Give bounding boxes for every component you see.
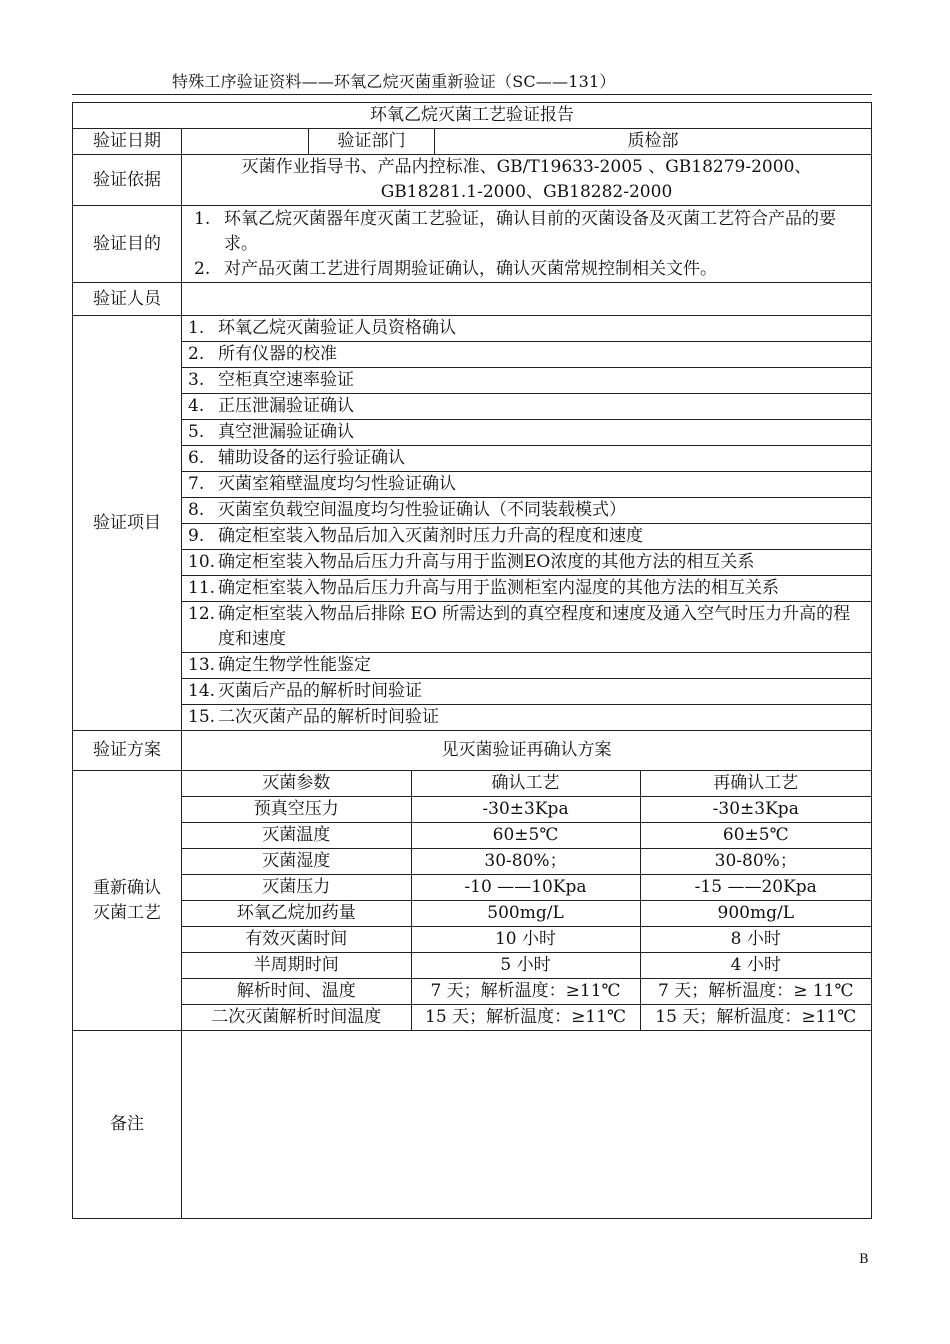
param-reconfirm: 900mg/L <box>640 901 871 927</box>
param-reconfirm: 8 小时 <box>640 927 871 953</box>
table-row <box>182 901 871 927</box>
param-name: 二次灭菌解析时间温度 <box>182 1005 411 1031</box>
items-list-cell <box>182 316 872 731</box>
param-name: 灭菌温度 <box>182 823 411 849</box>
param-confirm: -10 ——10Kpa <box>411 875 640 901</box>
param-name: 预真空压力 <box>182 797 411 823</box>
process-label-line-2: 灭菌工艺 <box>93 902 161 923</box>
plan-value: 见灭菌验证再确认方案 <box>182 731 872 771</box>
purpose-item: 2. 对产品灭菌工艺进行周期验证确认，确认灭菌常规控制相关文件。 <box>194 258 717 279</box>
page-header: 特殊工序验证资料——环氧乙烷灭菌重新验证（SC——131） <box>172 72 616 91</box>
process-label-line-1: 重新确认 <box>93 877 161 898</box>
dept-value: 质检部 <box>435 129 872 155</box>
table-row <box>182 797 871 823</box>
dept-label: 验证部门 <box>309 129 435 155</box>
list-item: 4. 正压泄漏验证确认 <box>182 394 871 420</box>
list-item: 2. 所有仪器的校准 <box>182 342 871 368</box>
date-value <box>182 129 309 155</box>
param-name: 有效灭菌时间 <box>182 927 411 953</box>
table-row <box>182 823 871 849</box>
param-reconfirm: 15 天；解析温度：≥11℃ <box>655 1007 857 1027</box>
param-name: 半周期时间 <box>182 953 411 979</box>
page-letter: B <box>859 1252 869 1267</box>
basis-label: 验证依据 <box>73 155 182 206</box>
param-reconfirm: 7 天；解析温度：≥ 11℃ <box>640 979 871 1005</box>
report-title: 环氧乙烷灭菌工艺验证报告 <box>73 103 872 129</box>
table-row <box>182 1005 871 1031</box>
params-header-cell: 灭菌参数 <box>182 771 411 797</box>
list-item: 6. 辅助设备的运行验证确认 <box>182 446 871 472</box>
purpose-value <box>182 206 872 283</box>
param-name: 环氧乙烷加药量 <box>182 901 411 927</box>
list-item: 5. 真空泄漏验证确认 <box>182 420 871 446</box>
purpose-label: 验证目的 <box>73 206 182 283</box>
params-table <box>182 771 871 1030</box>
param-confirm: -30±3Kpa <box>411 797 640 823</box>
table-row <box>182 849 871 875</box>
param-confirm: 30-80%； <box>411 849 640 875</box>
remark-value <box>182 1031 872 1219</box>
param-confirm: 5 小时 <box>411 953 640 979</box>
list-item: 10. 确定柜室装入物品后压力升高与用于监测EO浓度的其他方法的相互关系 <box>182 550 871 576</box>
param-confirm: 15 天；解析温度：≥11℃ <box>411 1005 640 1031</box>
staff-value <box>182 283 872 316</box>
list-item: 9. 确定柜室装入物品后加入灭菌剂时压力升高的程度和速度 <box>182 524 871 550</box>
table-row <box>182 979 871 1005</box>
table-row <box>182 927 871 953</box>
param-name: 灭菌湿度 <box>182 849 411 875</box>
table-row <box>182 953 871 979</box>
param-confirm: 500mg/L <box>411 901 640 927</box>
table-row <box>182 771 871 797</box>
param-confirm: 60±5℃ <box>411 823 640 849</box>
basis-value <box>182 155 872 206</box>
process-label <box>73 771 182 1031</box>
param-confirm: 10 小时 <box>411 927 640 953</box>
list-item: 12. 确定柜室装入物品后排除 EO 所需达到的真空程度和速度及通入空气时压力升高的程度和速度 <box>182 602 871 653</box>
date-label: 验证日期 <box>73 129 182 155</box>
header-rule <box>72 94 872 95</box>
purpose-item: 1. 环氧乙烷灭菌器年度灭菌工艺验证，确认目前的灭菌设备及灭菌工艺符合产品的要求。 <box>194 208 836 254</box>
list-item: 11. 确定柜室装入物品后压力升高与用于监测柜室内湿度的其他方法的相互关系 <box>182 576 871 602</box>
param-reconfirm: -15 ——20Kpa <box>640 875 871 901</box>
list-item: 3. 空柜真空速率验证 <box>182 368 871 394</box>
table-row <box>182 875 871 901</box>
param-reconfirm: 4 小时 <box>640 953 871 979</box>
remark-label: 备注 <box>73 1031 182 1219</box>
list-item: 15. 二次灭菌产品的解析时间验证 <box>188 707 439 727</box>
param-confirm: 7 天；解析温度：≥11℃ <box>411 979 640 1005</box>
params-cell <box>182 771 872 1031</box>
list-item: 7. 灭菌室箱壁温度均匀性验证确认 <box>182 472 871 498</box>
basis-line-1: 灭菌作业指导书、产品内控标准、GB/T19633-2005 、GB18279-2000、 <box>241 157 812 177</box>
param-reconfirm: 60±5℃ <box>640 823 871 849</box>
list-item: 13. 确定生物学性能鉴定 <box>182 653 871 679</box>
basis-line-2: GB18281.1-2000、GB18282-2000 <box>380 182 673 202</box>
param-reconfirm: 30-80%； <box>640 849 871 875</box>
plan-label: 验证方案 <box>73 731 182 771</box>
params-header-cell: 再确认工艺 <box>640 771 871 797</box>
params-header-cell: 确认工艺 <box>411 771 640 797</box>
list-item: 1. 环氧乙烷灭菌验证人员资格确认 <box>182 316 871 342</box>
items-list <box>182 316 871 730</box>
param-name: 灭菌压力 <box>182 875 411 901</box>
list-item: 8. 灭菌室负载空间温度均匀性验证确认（不同装载模式） <box>182 498 871 524</box>
staff-label: 验证人员 <box>73 283 182 316</box>
verification-report-table <box>72 102 872 1219</box>
param-name: 解析时间、温度 <box>182 979 411 1005</box>
param-reconfirm: -30±3Kpa <box>640 797 871 823</box>
items-label: 验证项目 <box>73 316 182 731</box>
list-item: 14. 灭菌后产品的解析时间验证 <box>182 679 871 705</box>
